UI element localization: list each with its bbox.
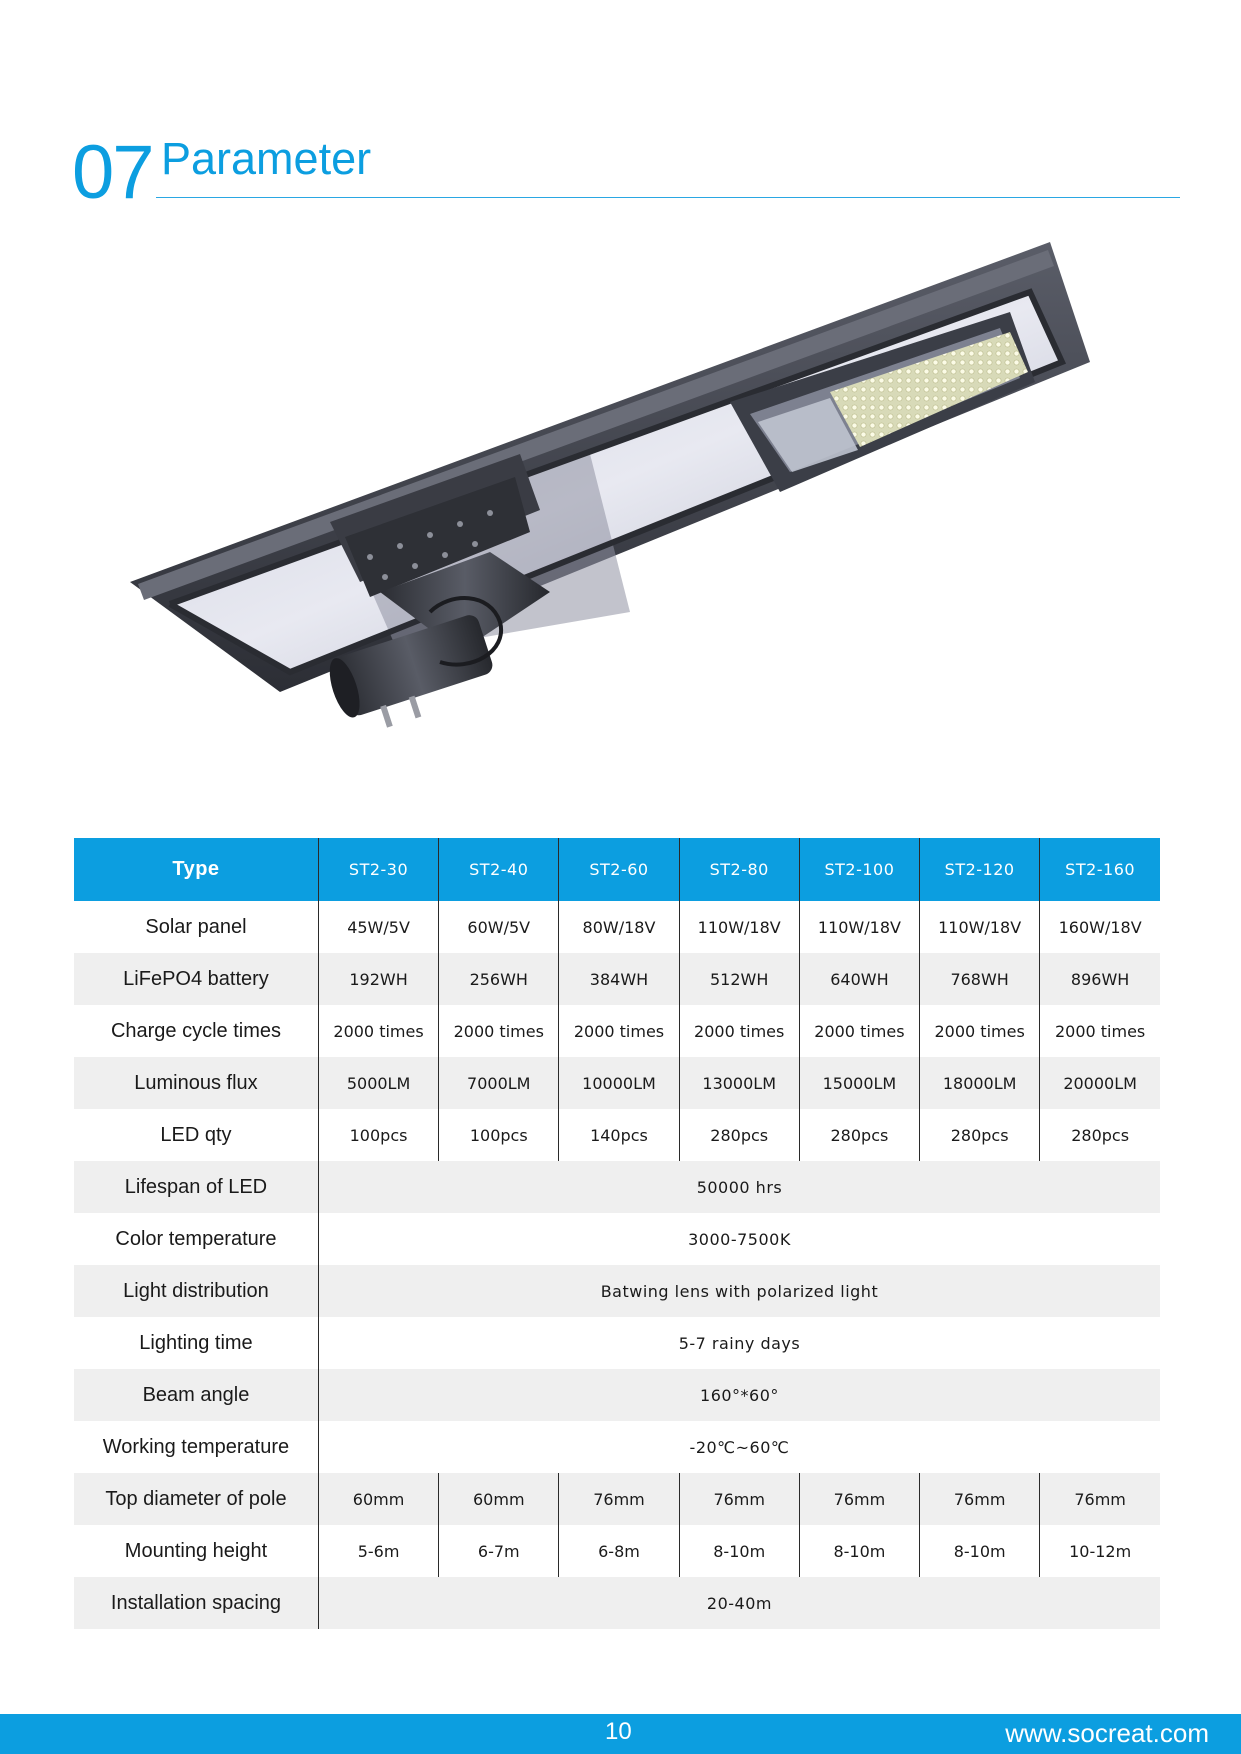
spanned-value: 20-40m <box>318 1577 1160 1629</box>
table-row <box>74 1161 1160 1213</box>
cell-value: 7000LM <box>439 1057 559 1109</box>
table-row <box>74 1525 1160 1577</box>
cell-value: 6-8m <box>559 1525 679 1577</box>
cell-value: 76mm <box>679 1473 799 1525</box>
section-title: Parameter <box>161 133 372 184</box>
table-row <box>74 1005 1160 1057</box>
row-label: Color temperature <box>115 1227 277 1250</box>
cell-value: 768WH <box>920 953 1040 1005</box>
cell-value: 280pcs <box>920 1109 1040 1161</box>
row-label: LiFePO4 battery <box>74 953 318 1005</box>
row-label: Working temperature <box>102 1435 290 1458</box>
cell-value: 110W/18V <box>920 901 1040 953</box>
cell-value: 60W/5V <box>439 901 559 953</box>
cell-value: 2000 times <box>1040 1005 1160 1057</box>
cell-value: 640WH <box>799 953 919 1005</box>
cell-value: 45W/5V <box>318 901 438 953</box>
page-number: 10 <box>605 1718 632 1745</box>
website-link[interactable]: www.socreat.com <box>1005 1718 1209 1748</box>
cell-value: 280pcs <box>679 1109 799 1161</box>
cell-value: 6-7m <box>439 1525 559 1577</box>
cell-value: 512WH <box>679 953 799 1005</box>
row-label: Lighting time <box>139 1331 253 1354</box>
cell-value: 60mm <box>318 1473 438 1525</box>
cell-value: 13000LM <box>679 1057 799 1109</box>
cell-value: 280pcs <box>1040 1109 1160 1161</box>
cell-value: 18000LM <box>920 1057 1040 1109</box>
table-header-row <box>74 838 1160 901</box>
spanned-value: 5-7 rainy days <box>318 1317 1160 1369</box>
cell-value: 76mm <box>920 1473 1040 1525</box>
row-label: LED qty <box>160 1123 232 1146</box>
spanned-value: 3000-7500K <box>318 1213 1160 1265</box>
row-label: Mounting height <box>124 1539 268 1562</box>
table-row <box>74 901 1160 953</box>
cell-value: 280pcs <box>799 1109 919 1161</box>
header-divider <box>156 197 1180 198</box>
model-header: ST2-40 <box>439 838 559 901</box>
cell-value: 2000 times <box>799 1005 919 1057</box>
cell-value: 80W/18V <box>559 901 679 953</box>
cell-value: 110W/18V <box>679 901 799 953</box>
model-header: ST2-60 <box>559 838 679 901</box>
cell-value: 2000 times <box>559 1005 679 1057</box>
model-header: ST2-160 <box>1040 838 1160 901</box>
cell-value: 20000LM <box>1040 1057 1160 1109</box>
cell-value: 110W/18V <box>799 901 919 953</box>
cell-value: 2000 times <box>920 1005 1040 1057</box>
table-row <box>74 1317 1160 1369</box>
spanned-value: 160°*60° <box>318 1369 1160 1421</box>
table-row <box>74 1473 1160 1525</box>
spanned-value: 50000 hrs <box>318 1161 1160 1213</box>
cell-value: 10000LM <box>559 1057 679 1109</box>
cell-value: 8-10m <box>679 1525 799 1577</box>
row-label: Installation spacing <box>74 1577 318 1629</box>
table-row <box>74 1109 1160 1161</box>
table-row <box>74 1213 1160 1265</box>
table-row <box>74 1265 1160 1317</box>
cell-value: 60mm <box>439 1473 559 1525</box>
model-header: ST2-80 <box>679 838 799 901</box>
cell-value: 256WH <box>439 953 559 1005</box>
table-row <box>74 1421 1160 1473</box>
cell-value: 100pcs <box>439 1109 559 1161</box>
cell-value: 76mm <box>559 1473 679 1525</box>
model-header: ST2-30 <box>318 838 438 901</box>
table-row <box>74 953 1160 1005</box>
cell-value: 2000 times <box>318 1005 438 1057</box>
row-label: Lifespan of LED <box>74 1161 318 1213</box>
model-header: ST2-100 <box>799 838 919 901</box>
cell-value: 192WH <box>318 953 438 1005</box>
spanned-value: -20℃~60℃ <box>318 1421 1160 1473</box>
cell-value: 15000LM <box>799 1057 919 1109</box>
cell-value: 2000 times <box>439 1005 559 1057</box>
row-label: Top diameter of pole <box>74 1473 318 1525</box>
cell-value: 10-12m <box>1040 1525 1160 1577</box>
solar-street-light-icon <box>130 232 1110 762</box>
page-footer <box>0 1714 1241 1754</box>
cell-value: 5000LM <box>318 1057 438 1109</box>
row-label: Luminous flux <box>74 1057 318 1109</box>
parameter-table <box>74 838 1160 1629</box>
section-header <box>72 128 1180 215</box>
cell-value: 384WH <box>559 953 679 1005</box>
section-number: 07 <box>72 130 153 215</box>
cell-value: 76mm <box>799 1473 919 1525</box>
cell-value: 8-10m <box>799 1525 919 1577</box>
cell-value: 5-6m <box>318 1525 438 1577</box>
row-label: Solar panel <box>145 915 247 938</box>
header-type-label: Type <box>74 838 318 901</box>
table-row <box>74 1369 1160 1421</box>
row-label: Light distribution <box>74 1265 318 1317</box>
row-label: Charge cycle times <box>110 1019 281 1042</box>
table-row <box>74 1577 1160 1629</box>
cell-value: 76mm <box>1040 1473 1160 1525</box>
spanned-value: Batwing lens with polarized light <box>318 1265 1160 1317</box>
cell-value: 100pcs <box>318 1109 438 1161</box>
cell-value: 2000 times <box>679 1005 799 1057</box>
cell-value: 140pcs <box>559 1109 679 1161</box>
cell-value: 896WH <box>1040 953 1160 1005</box>
model-header: ST2-120 <box>920 838 1040 901</box>
row-label: Beam angle <box>74 1369 318 1421</box>
table-row <box>74 1057 1160 1109</box>
cell-value: 8-10m <box>920 1525 1040 1577</box>
cell-value: 160W/18V <box>1040 901 1160 953</box>
